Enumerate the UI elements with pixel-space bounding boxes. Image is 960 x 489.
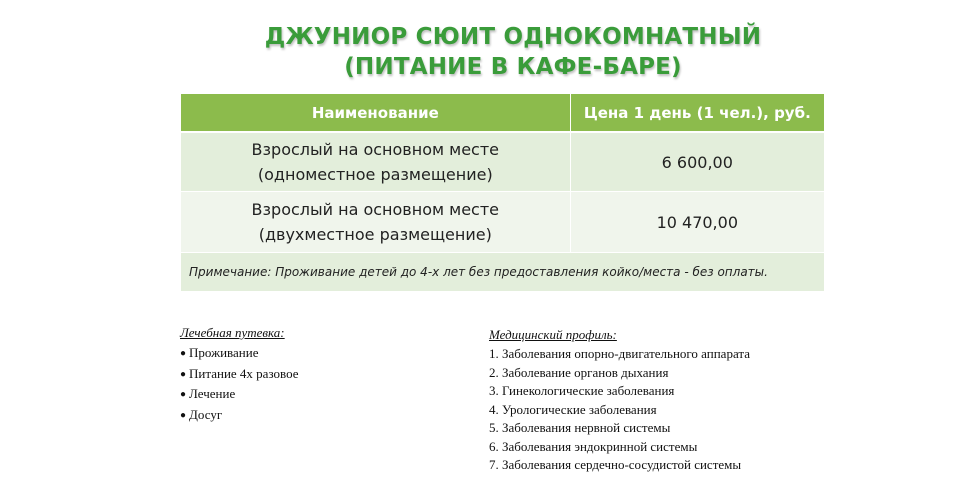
table-note: Примечание: Проживание детей до 4-х лет без предоставления койко/места - без оплаты. — [181, 253, 824, 292]
page-title — [0, 22, 960, 82]
list-item: 2. Заболевание органов дыхания — [489, 364, 669, 380]
list-item-label: Досуг — [189, 406, 223, 422]
list-item — [180, 364, 299, 385]
header-price: Цена 1 день (1 чел.), руб. — [570, 94, 824, 132]
list-item: 1. Заболевания опорно-двигательного аппарата — [489, 346, 750, 361]
price-table — [181, 94, 824, 292]
table-header-row — [181, 94, 824, 132]
row-price-cell: 10 470,00 — [570, 192, 824, 253]
list-item: 5. Заболевания нервной системы — [489, 420, 671, 435]
row-name-line-1: Взрослый на основном месте — [251, 140, 500, 159]
list-item — [180, 384, 299, 405]
voucher-heading: Лечебная путевка: — [180, 325, 285, 340]
table-note-row — [181, 253, 824, 292]
header-name: Наименование — [181, 94, 570, 132]
bullet-icon: ● — [180, 389, 187, 400]
medical-profile-list — [489, 326, 750, 475]
list-item: 7. Заболевания сердечно-сосудистой системы — [489, 457, 742, 472]
title-line-1: ДЖУНИОР СЮИТ ОДНОКОМНАТНЫЙ — [264, 24, 762, 50]
row-name-line-1: Взрослый на основном месте — [251, 200, 500, 219]
row-name-cell — [181, 132, 570, 192]
row-name-cell — [181, 192, 570, 253]
profile-heading: Медицинский профиль: — [489, 327, 617, 342]
table-row — [181, 132, 824, 192]
bullet-icon: ● — [180, 409, 187, 421]
list-item-label: Проживание — [189, 345, 259, 360]
row-price-cell: 6 600,00 — [570, 132, 824, 192]
table-row — [181, 192, 824, 253]
list-item — [180, 343, 299, 364]
bullet-icon: ● — [180, 348, 187, 359]
list-item: 4. Урологические заболевания — [489, 401, 657, 417]
row-name-line-2: (одноместное размещение) — [257, 165, 493, 184]
list-item: 3. Гинекологические заболевания — [489, 383, 675, 398]
list-item: 6. Заболевания эндокринной системы — [489, 438, 698, 454]
title-line-2: (ПИТАНИЕ В КАФЕ-БАРЕ) — [344, 54, 682, 80]
list-item-label: Лечение — [189, 386, 236, 401]
list-item — [180, 405, 299, 426]
list-item-label: Питание 4х разовое — [189, 365, 299, 381]
row-name-line-2: (двухместное размещение) — [258, 225, 492, 244]
voucher-list — [180, 324, 299, 425]
bullet-icon: ● — [180, 368, 187, 380]
